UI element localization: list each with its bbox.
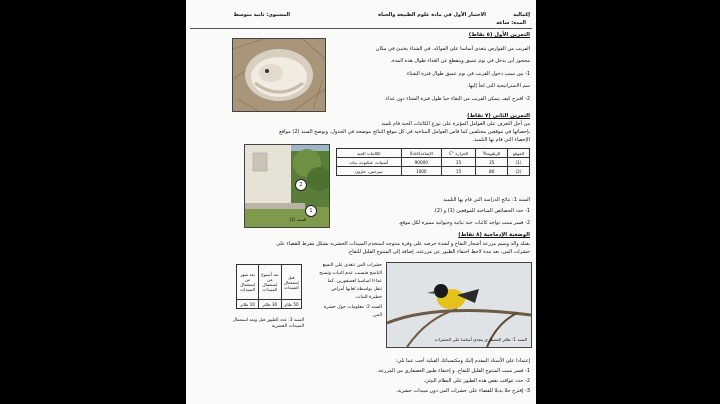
ex1-line-3: 1- بين سبب دخول الفرنب في نوم عميق طوال فترة الشتاء. bbox=[405, 71, 530, 77]
aphid-text-5: خطيرة للنبات. bbox=[354, 295, 382, 300]
ex1-heading: التمرين الأول (٥ نقاط) bbox=[468, 32, 530, 38]
ex1-line-5: 2- اقترح كيف يتمكن الفرنب من البقاء حيا طول فترة الشتاء دون غذاء. bbox=[384, 96, 530, 102]
table-cell: سرخس، حلزون bbox=[337, 167, 402, 176]
ex2-question-2: 2- فسر سبب تواجد كائنات حية نباتية وحيوانية مميزة لكل موقع. bbox=[398, 220, 530, 226]
aphid-text-7: المن. bbox=[371, 313, 382, 318]
ex3-closing-2: 1- فسر سبب المنتوج القليل للتفاح. و إختفاء طيور العصفاري من المزرعة. bbox=[376, 368, 530, 374]
header-time: المدة: ساعة bbox=[496, 20, 526, 26]
ex3-line-2: حشرات المن، بعد مدة لاحظ اختفاء الطيور عن مزرعته، إضافة إلى المنتوج القليل للتفاح. bbox=[347, 249, 530, 255]
exam-page bbox=[186, 0, 536, 404]
ex2-heading: التمرين الثاني (٧ نقاط) bbox=[467, 113, 530, 119]
table-cell: 35 bbox=[441, 158, 475, 167]
table-row bbox=[237, 300, 302, 309]
bird-illustration bbox=[387, 263, 531, 347]
table-header-row bbox=[337, 149, 530, 158]
ex3-closing-4: 3- إقترح حلا بديلا للقضاء على حشرات المن دون مبيدات حشرية. bbox=[395, 388, 530, 394]
ex2-line-3: الإحصاء التي قام بها التلميذ. bbox=[472, 137, 530, 143]
bird-photo bbox=[386, 262, 532, 348]
photo-caption: السند (2) bbox=[289, 217, 307, 222]
site-label-2: 2 bbox=[295, 179, 307, 191]
table-header-row bbox=[237, 265, 302, 300]
ex3-closing-1: إعتمادا على الأسناد المقدم إليك ومكتسباتك القبلية أجب عما يلي: bbox=[395, 358, 530, 364]
table-cell: أشنيات، عنكبوت، نبات bbox=[337, 158, 402, 167]
ex2-line-1: من أجل التعرف على العوامل المؤثرة على توزع الكائنات الحية قام تلميذ bbox=[381, 121, 530, 127]
table-header: الكائنات الحية bbox=[337, 149, 402, 158]
table-header: الموقع bbox=[508, 149, 530, 158]
ex3-line-1: بقتله والد وسيم مزرعة أشجار التفاح و لشدة حرصه على وفرة منتوجه استخدم المبيدات الحشرية بشكل مفرط للقضاء على bbox=[276, 241, 530, 247]
sites-illustration bbox=[245, 145, 329, 227]
table-header: بعد أسبوع من إستعمال المبيدات bbox=[259, 265, 281, 300]
table-cell: 80 bbox=[476, 167, 508, 176]
ex3-heading: الوضعية الإدماجية (٨ نقاط) bbox=[458, 232, 530, 238]
header-title: الاختبار الأول في مادة علوم الطبيعة والحياة bbox=[378, 12, 486, 18]
site-label-1: 1 bbox=[305, 205, 317, 217]
table-cell: 90000 bbox=[401, 158, 441, 167]
climate-table bbox=[336, 148, 530, 176]
ex1-line-2: محجوز أين يدخل في نوم عميق ويتقطع عن الغذاء طوال هذه المدة. bbox=[390, 58, 530, 64]
header-school: إكمالية bbox=[513, 12, 530, 18]
aphid-text-6: السند 2: معلومات حول حشرة bbox=[323, 305, 382, 310]
table-cell: 50 طائر bbox=[281, 300, 301, 309]
table-header: قبل إستعمال المبيدات bbox=[281, 265, 301, 300]
aphid-text-1: حشرات المن تتغذى على النسغ bbox=[322, 263, 382, 268]
table-header: بعد شهر من إستعمال المبيدات bbox=[237, 265, 259, 300]
table-row bbox=[337, 167, 530, 176]
ex3-closing-3: 2- حدد عواقب نقص هذه الطيور على النظام البيئي. bbox=[423, 378, 530, 384]
table-cell: 35 bbox=[476, 158, 508, 167]
ex2-line-2: بإحصائها في موقعين مختلفين كما قاس العوامل المناخية في كل موقع النتائج موضحة في الجدول. ويوضح السند (2) مواقع bbox=[279, 129, 530, 135]
table-header: الحرارة °C bbox=[441, 149, 475, 158]
table-cell: (2) bbox=[508, 167, 530, 176]
sites-photo bbox=[244, 144, 330, 228]
table-caption: السند 1: نتائج الدراسة التي قام بها التلميذ bbox=[443, 197, 530, 203]
aphid-text-4: تنقل بواسطة لعابها أمراض bbox=[331, 287, 382, 292]
aphid-text-3: عذاءا اساسيا لعصفورين. كما bbox=[327, 279, 382, 284]
aphid-text-2: الناضج فتسبب عدم النبات وتصبح bbox=[319, 271, 382, 276]
ex1-line-4: سم الاستراتيجية التي لجأ إليها. bbox=[467, 83, 530, 89]
table-cell: 30 طائر bbox=[259, 300, 281, 309]
header-level: المستوى: ثانية متوسط bbox=[233, 12, 290, 18]
header-divider bbox=[190, 28, 532, 29]
bird-caption: السند 1: طائر العصفاري يتغذى أساسا على الحشرات bbox=[434, 337, 527, 342]
table-header: الإضاءة(Lux) bbox=[401, 149, 441, 158]
table-row bbox=[337, 158, 530, 167]
birds-count-table bbox=[236, 264, 302, 309]
table-cell: 10 طائر bbox=[237, 300, 259, 309]
table-cell: 15 bbox=[441, 167, 475, 176]
small-table-caption: السند 3: عدد الطيور قبل وبعد استعمال المبيدات الحشرية bbox=[232, 318, 304, 329]
table-header: الرطوبة% bbox=[476, 149, 508, 158]
ex2-question-1: 1- حدد الخصائص المناخية للموقعين (1) و (2). bbox=[433, 208, 530, 214]
ex1-line-1: الفرنب من القوارض يتغذى أساسا على الفواكه. في الشتاء يختبئ في مكان bbox=[375, 46, 530, 52]
table-cell: (1) bbox=[508, 158, 530, 167]
table-cell: 1000 bbox=[401, 167, 441, 176]
